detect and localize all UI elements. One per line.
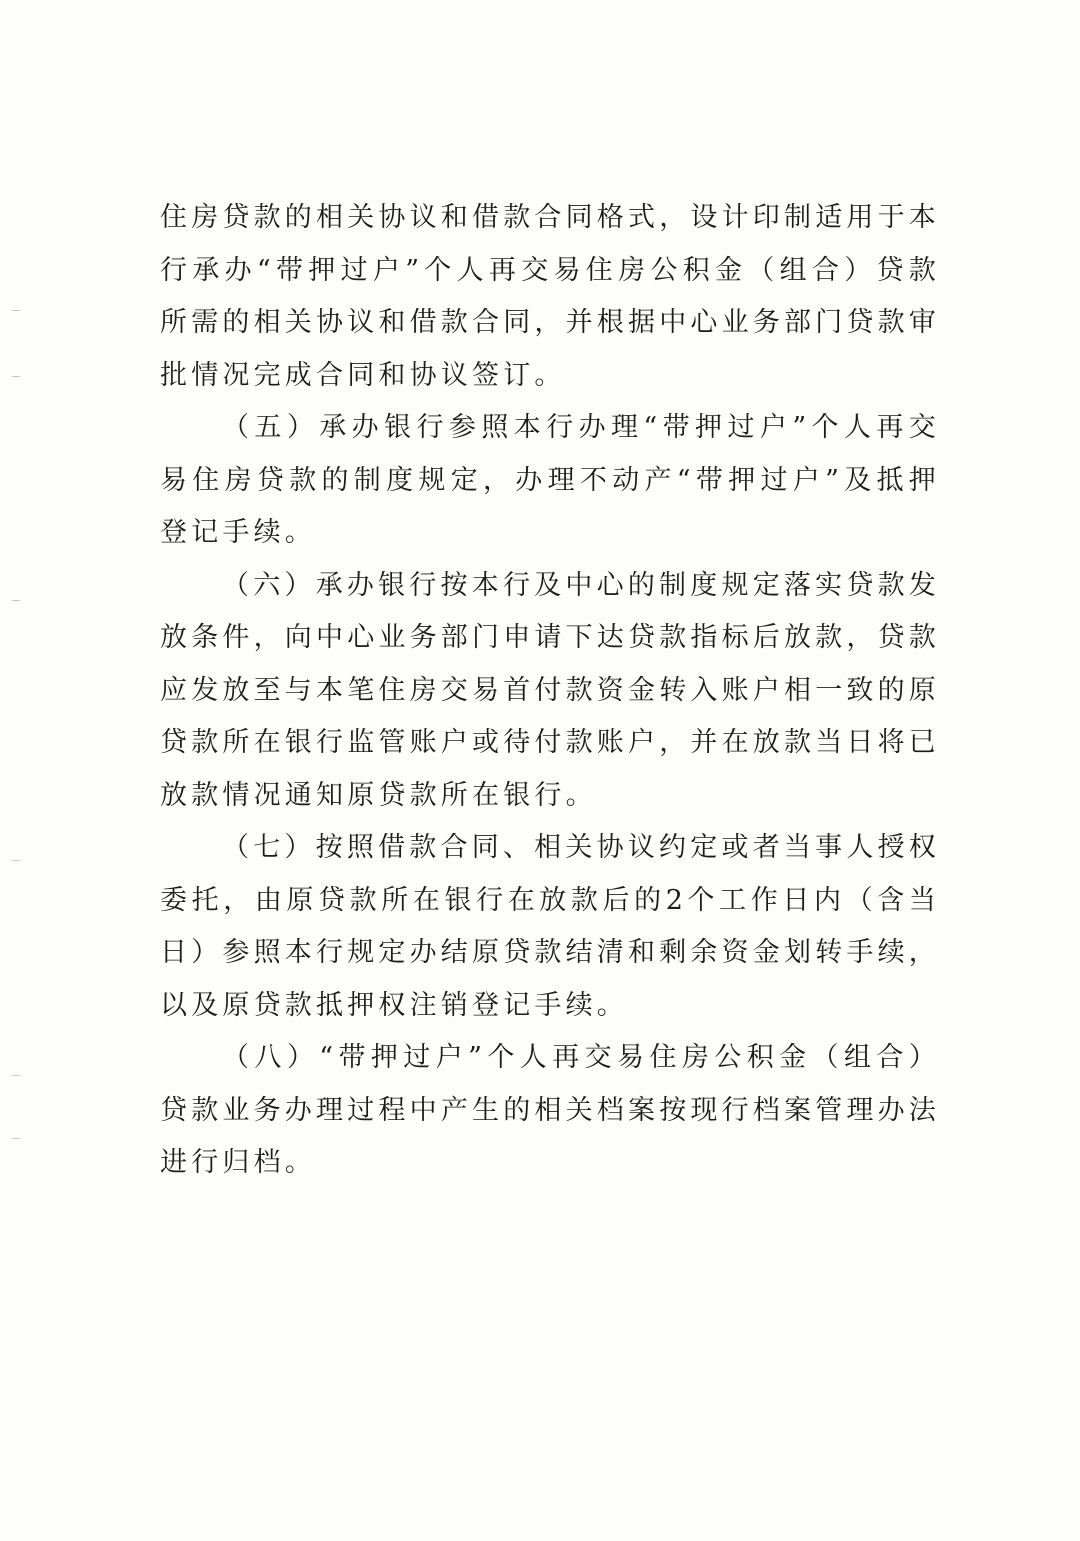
paragraph-item-8: （八）“带押过户”个人再交易住房公积金（组合）贷款业务办理过程中产生的相关档案按现行档案管理办法进行归档。 (160, 1042, 940, 1178)
paragraph-item-6: （六）承办银行按本行及中心的制度规定落实贷款发放条件，向中心业务部门申请下达贷款指标后放款，贷款应发放至与本笔住房交易首付款资金转入账户相一致的原贷款所在银行监管账户或待付款账户，并在放款当日将已放款情况通知原贷款所在银行。 (160, 569, 940, 811)
document-body (160, 192, 940, 1190)
scan-margin-mark (12, 1138, 20, 1139)
paragraph-item-7: （七）按照借款合同、相关协议约定或者当事人授权委托，由原贷款所在银行在放款后的2个工作日内（含当日）参照本行规定办结原贷款结清和剩余资金划转手续，以及原贷款抵押权注销登记手续。 (160, 832, 940, 1021)
scan-margin-mark (12, 860, 20, 861)
scan-margin-mark (12, 376, 20, 377)
scan-margin-mark (12, 600, 20, 601)
scan-margin-mark (12, 310, 20, 311)
paragraph-item-5: （五）承办银行参照本行办理“带押过户”个人再交易住房贷款的制度规定，办理不动产“带押过户”及抵押登记手续。 (160, 412, 940, 548)
paragraph-continuation: 住房贷款的相关协议和借款合同格式，设计印制适用于本行承办“带押过户”个人再交易住房公积金（组合）贷款所需的相关协议和借款合同，并根据中心业务部门贷款审批情况完成合同和协议签订。 (160, 202, 940, 391)
scan-margin-mark (12, 1075, 20, 1076)
